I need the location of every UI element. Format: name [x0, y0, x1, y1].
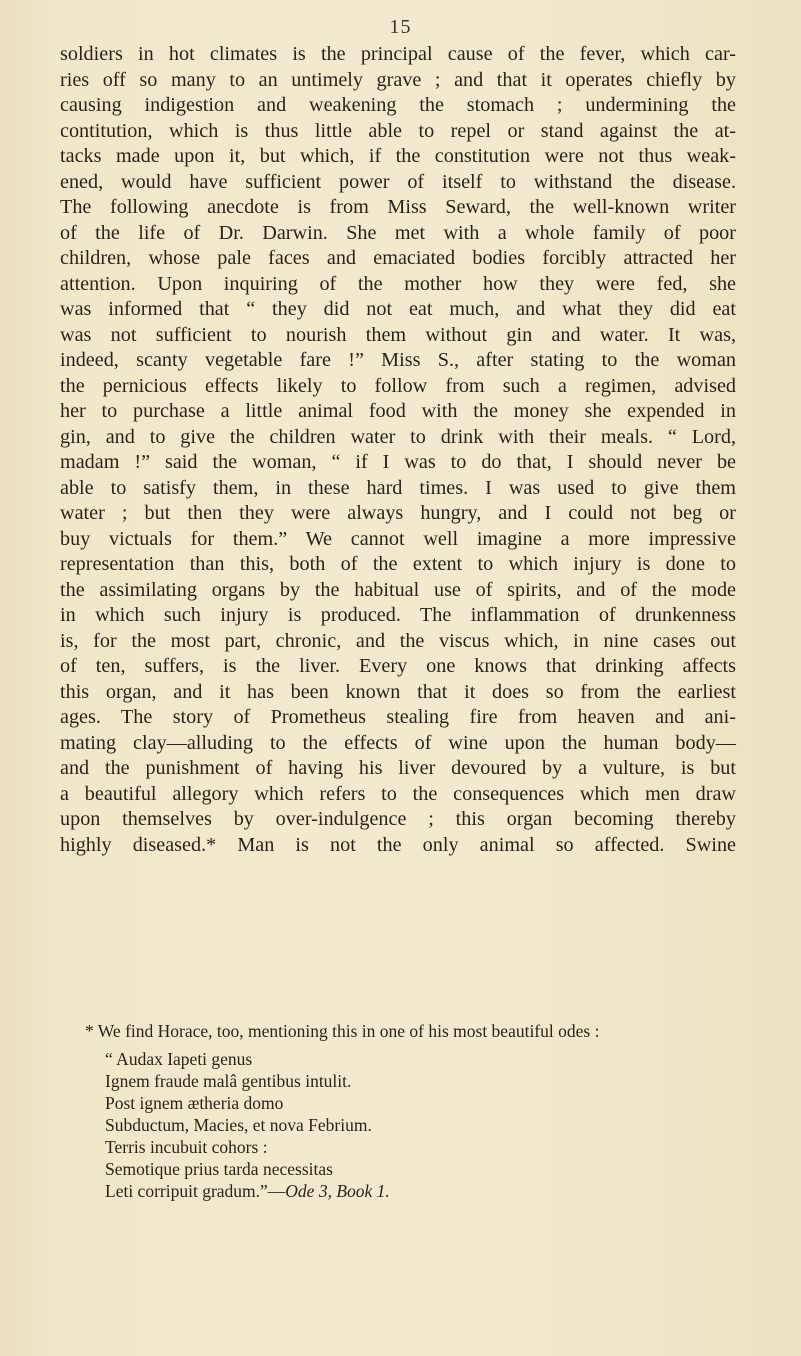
body-line: ened, would have sufficient power of itself to withstand the disease. [60, 170, 736, 193]
body-line: was informed that “ they did not eat much, and what they did eat [60, 298, 736, 320]
body-line: The following anecdote is from Miss Seward, the well-known writer [60, 196, 736, 218]
verse-line [105, 1158, 736, 1180]
ode-citation: Ode 3, Book 1. [285, 1181, 390, 1201]
body-line: contitution, which is thus little able to repel or stand against the at- [60, 119, 736, 142]
footnote-verse [60, 1048, 736, 1202]
body-line: representation than this, both of the extent to which injury is done to [60, 553, 736, 575]
body-line: the pernicious effects likely to follow from such a regimen, advised [60, 374, 736, 397]
body-line: highly diseased.* Man is not the only animal so affected. Swine [60, 833, 736, 856]
verse-line-text: Subductum, Macies, et nova Febrium. [105, 1115, 372, 1135]
verse-line [105, 1048, 736, 1070]
page-number: 15 [389, 16, 412, 38]
body-line: is, for the most part, chronic, and the viscus which, in nine cases out [60, 629, 736, 652]
body-line: children, whose pale faces and emaciated bodies forcibly attracted her [60, 247, 736, 269]
verse-line [105, 1114, 736, 1136]
body-line: water ; but then they were always hungry, and I could not beg or [60, 502, 736, 524]
verse-line-text: Leti corripuit gradum.”— [105, 1181, 286, 1201]
body-line: soldiers in hot climates is the principal cause of the fever, which car- [60, 43, 736, 65]
body-line: a beautiful allegory which refers to the consequences which men draw [60, 782, 736, 805]
body-line: gin, and to give the children water to drink with their meals. “ Lord, [60, 425, 736, 448]
verse-line-text: Ignem fraude malâ gentibus intulit. [105, 1071, 352, 1091]
body-line: able to satisfy them, in these hard times. I was used to give them [60, 476, 736, 499]
body-line: tacks made upon it, but which, if the constitution were not thus weak- [60, 145, 736, 167]
body-line: ages. The story of Prometheus stealing fire from heaven and ani- [60, 706, 736, 728]
body-line: upon themselves by over-indulgence ; this organ becoming thereby [60, 808, 736, 830]
verse-line-text: Semotique prius tarda necessitas [105, 1159, 333, 1179]
body-line: buy victuals for them.” We cannot well imagine a more impressive [60, 527, 736, 550]
body-line: was not sufficient to nourish them without gin and water. It was, [60, 323, 736, 346]
footnote-intro: * We find Horace, too, mentioning this in one of his most beautiful odes : [85, 1021, 600, 1041]
verse-line [105, 1070, 736, 1092]
verse-line [105, 1136, 736, 1158]
body-line: indeed, scanty vegetable fare !” Miss S., after stating to the woman [60, 349, 736, 371]
body-line: mating clay—alluding to the effects of wine upon the human body— [60, 731, 736, 754]
body-line: attention. Upon inquiring of the mother how they were fed, she [60, 272, 736, 295]
body-line: ries off so many to an untimely grave ; and that it operates chiefly by [60, 68, 736, 91]
body-line: this organ, and it has been known that it does so from the earliest [60, 680, 736, 703]
verse-line-text: Terris incubuit cohors : [105, 1137, 268, 1157]
verse-line-text: “ Audax Iapeti genus [105, 1049, 253, 1069]
body-line: the assimilating organs by the habitual use of spirits, and of the mode [60, 578, 736, 601]
body-line: her to purchase a little animal food with the money she expended in [60, 400, 736, 422]
body-line: and the punishment of having his liver devoured by a vulture, is but [60, 757, 736, 779]
verse-line-text: Post ignem ætheria domo [105, 1093, 284, 1113]
verse-line [105, 1092, 736, 1114]
footnote [60, 1020, 736, 1202]
verse-line [105, 1180, 736, 1202]
body-line: in which such injury is produced. The inflammation of drunkenness [60, 604, 736, 626]
body-line: causing indigestion and weakening the stomach ; undermining the [60, 94, 736, 116]
body-text [60, 42, 736, 858]
body-line: of ten, suffers, is the liver. Every one knows that drinking affects [60, 655, 736, 677]
body-line: madam !” said the woman, “ if I was to do that, I should never be [60, 451, 736, 473]
body-line: of the life of Dr. Darwin. She met with a whole family of poor [60, 221, 736, 244]
